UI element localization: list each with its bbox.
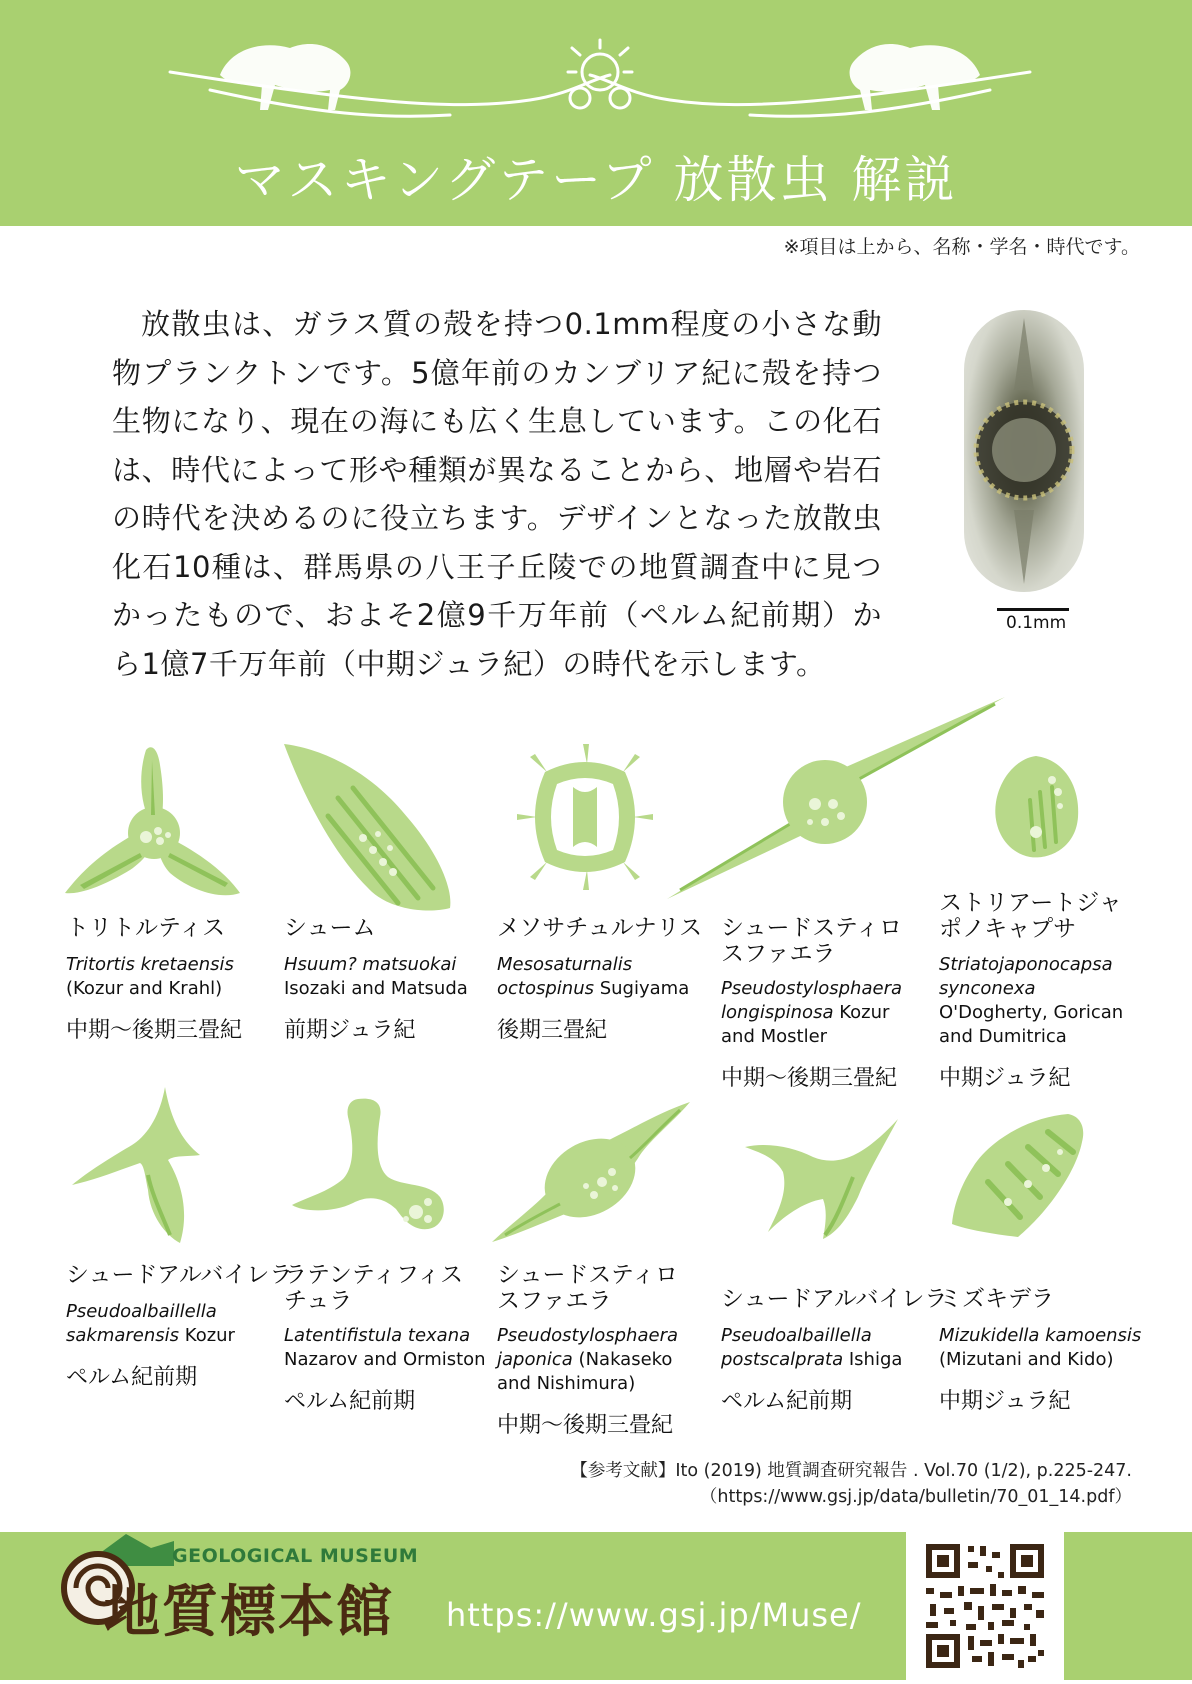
species-7-scientific-name bbox=[284, 1324, 489, 1372]
references bbox=[570, 1458, 1132, 1510]
pseudostylosphaera-japonica-icon bbox=[490, 1100, 695, 1245]
species-3-scientific-name bbox=[497, 953, 702, 1001]
species-8-sci-italic: Pseudostylosphaera japonica bbox=[497, 1325, 679, 1370]
museum-url-link[interactable]: https://www.gsj.jp/Muse/ bbox=[446, 1596, 862, 1634]
species-7-era: ペルム紀前期 bbox=[284, 1389, 416, 1414]
species-10-scientific-name bbox=[939, 1324, 1149, 1372]
species-2-sci-italic: Hsuum? matsuokai bbox=[284, 954, 457, 975]
species-2-era: 前期ジュラ紀 bbox=[284, 1018, 416, 1043]
species-10-sci-author: (Mizutani and Kido) bbox=[939, 1349, 1114, 1370]
species-4-sci-italic: Pseudostylosphaera longispinosa bbox=[721, 978, 903, 1023]
species-5-sci-italic: Striatojaponocapsa synconexa bbox=[939, 954, 1113, 999]
species-1-sci-italic: Tritortis kretaensis bbox=[66, 954, 234, 975]
species-6-sci-author: Kozur bbox=[184, 1325, 235, 1346]
species-2-scientific-name bbox=[284, 953, 489, 1001]
scale-label: 0.1mm bbox=[1006, 613, 1067, 633]
species-2-name: シューム bbox=[284, 915, 376, 941]
species-4-scientific-name bbox=[721, 977, 921, 1049]
species-8-era: 中期～後期三畳紀 bbox=[497, 1413, 674, 1438]
species-4-name: シュードスティロスファエラ bbox=[721, 915, 903, 967]
logo-english: GEOLOGICAL MUSEUM bbox=[172, 1545, 419, 1567]
species-7-name: ラテンティフィスチュラ bbox=[284, 1262, 464, 1314]
species-2-sci-author: Isozaki and Matsuda bbox=[284, 978, 468, 999]
radiolarian-photo-icon bbox=[964, 310, 1084, 592]
species-8-scientific-name bbox=[497, 1324, 697, 1396]
species-4-sci-author: Kozur and Mostler bbox=[721, 1002, 890, 1047]
species-6-era: ペルム紀前期 bbox=[66, 1365, 198, 1390]
species-7-sci-author: Nazarov and Ormiston bbox=[284, 1349, 486, 1370]
species-9-name: シュードアルバイレラ bbox=[721, 1286, 948, 1312]
species-9-era: ペルム紀前期 bbox=[721, 1389, 853, 1414]
species-1-era: 中期～後期三畳紀 bbox=[66, 1018, 243, 1043]
qr-code-icon bbox=[906, 1532, 1064, 1680]
species-10-name: ミズキデラ bbox=[939, 1286, 1054, 1312]
microscope-photo bbox=[964, 310, 1084, 592]
species-1-scientific-name bbox=[66, 953, 271, 1001]
pseudoalbaillella-postscalprata-icon bbox=[743, 1117, 903, 1242]
pseudostylosphaera-longispinosa-icon bbox=[665, 694, 1010, 904]
species-8-name: シュードスティロスファエラ bbox=[497, 1262, 679, 1314]
qr-code[interactable] bbox=[906, 1532, 1064, 1680]
species-1-sci-author: (Kozur and Krahl) bbox=[66, 978, 223, 999]
species-9-sci-author: Ishiga bbox=[848, 1349, 903, 1370]
species-3-sci-author: Sugiyama bbox=[599, 978, 690, 999]
intro-paragraph: 放散虫は、ガラス質の殻を持つ0.1mm程度の小さな動物プランクトンです。5億年前のカンブリア紀に殻を持つ生物になり、現在の海にも広く生息しています。この化石は、時代によって形や種類が異なることから、地層や岩石の時代を決めるのに役立ちます。デザインとなった放散虫化石10種は、群馬県の八王子丘陵での地質調査中に見つかったもので、およそ2億9千万年前（ペルム紀前期）から1億7千万年前（中期ジュラ紀）の時代を示します。 bbox=[112, 307, 882, 681]
species-7-sci-italic: Latentifistula texana bbox=[284, 1325, 471, 1346]
species-5-era: 中期ジュラ紀 bbox=[939, 1066, 1071, 1091]
reference-url[interactable]: （https://www.gsj.jp/data/bulletin/70_01_14.pdf） bbox=[699, 1487, 1132, 1507]
scale-bar bbox=[997, 608, 1069, 611]
species-6-scientific-name bbox=[66, 1300, 271, 1348]
species-9-scientific-name bbox=[721, 1324, 921, 1372]
logo-japanese: 地質標本館 bbox=[104, 1580, 394, 1645]
species-5-name: ストリアートジャポノキャプサ bbox=[939, 890, 1122, 942]
species-6-name: シュードアルバイレラ bbox=[66, 1262, 293, 1288]
legend-note: ※項目は上から、名称・学名・時代です。 bbox=[783, 236, 1140, 258]
header-banner bbox=[0, 0, 1192, 226]
pseudoalbaillella-sakmarensis-icon bbox=[70, 1085, 205, 1245]
species-3-sci-italic: Mesosaturnalis octospinus bbox=[497, 954, 633, 999]
species-5-scientific-name bbox=[939, 953, 1139, 1049]
species-5-sci-author: O'Dogherty, Gorican and Dumitrica bbox=[939, 1002, 1124, 1047]
species-9-sci-italic: Pseudoalbaillella postscalprata bbox=[721, 1325, 872, 1370]
mesosaturnalis-icon bbox=[515, 742, 655, 892]
striatojaponocapsa-icon bbox=[990, 752, 1082, 862]
tritortis-icon bbox=[60, 745, 245, 905]
species-6-sci-italic: Pseudoalbaillella sakmarensis bbox=[66, 1301, 217, 1346]
latentifistula-icon bbox=[288, 1097, 448, 1232]
species-10-era: 中期ジュラ紀 bbox=[939, 1389, 1071, 1414]
fossil-ornament-icon bbox=[150, 30, 1050, 125]
species-10-sci-italic: Mizukidella kamoensis bbox=[939, 1325, 1142, 1346]
species-8-sci-author: (Nakaseko and Nishimura) bbox=[497, 1349, 673, 1394]
hsuum-icon bbox=[278, 738, 458, 918]
species-3-name: メソサチュルナリス bbox=[497, 915, 703, 941]
species-3-era: 後期三畳紀 bbox=[497, 1018, 608, 1043]
species-1-name: トリトルティス bbox=[66, 915, 226, 941]
page-title: マスキングテープ 放散虫 解説 bbox=[234, 151, 958, 209]
mizukidella-icon bbox=[948, 1112, 1088, 1242]
reference-citation: 【参考文献】Ito (2019) 地質調査研究報告 . Vol.70 (1/2), p.225-247. bbox=[570, 1461, 1132, 1481]
species-4-era: 中期～後期三畳紀 bbox=[721, 1066, 898, 1091]
